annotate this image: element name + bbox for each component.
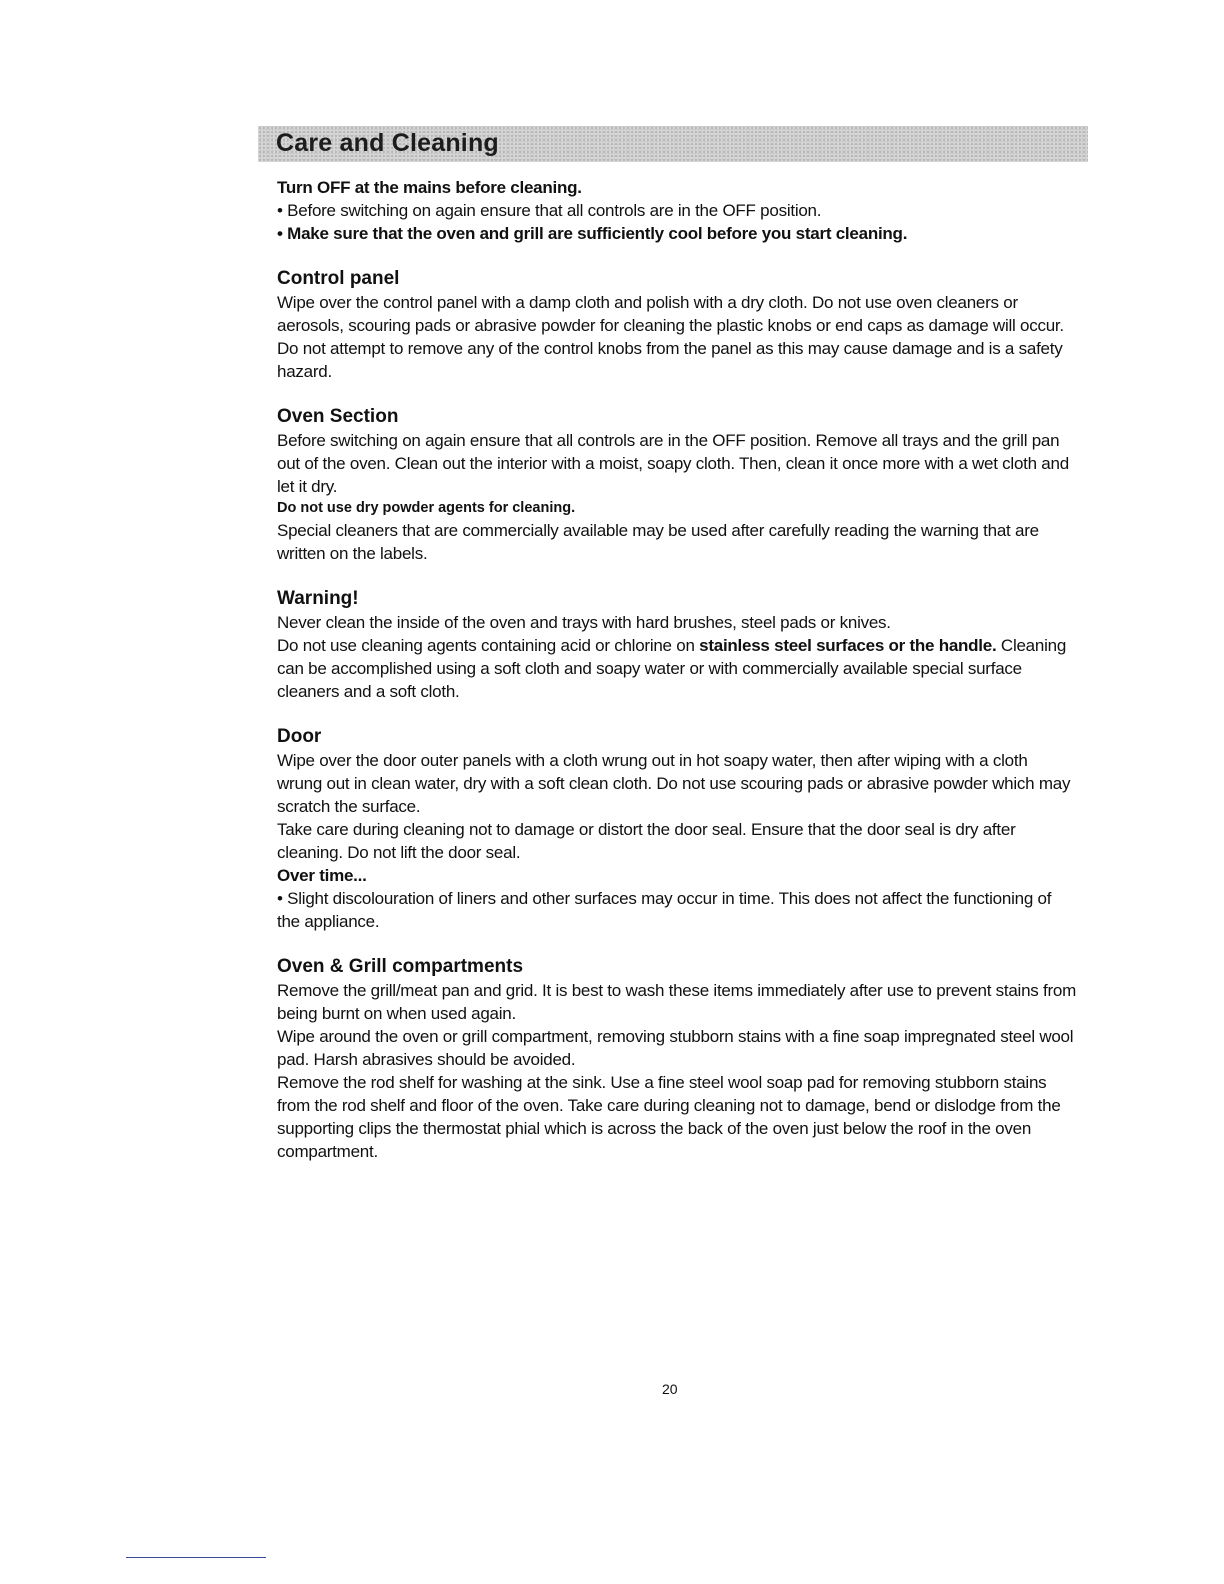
warning-line-2-start: Do not use cleaning agents containing acid or chlorine on — [277, 636, 700, 655]
warning-line-2-bold: stainless steel surfaces or the handle. — [699, 636, 997, 655]
over-time-heading: Over time... — [277, 866, 367, 885]
door-heading: Door — [277, 726, 322, 747]
page-number: 20 — [662, 1381, 678, 1397]
intro-warning: Turn OFF at the mains before cleaning. — [277, 178, 582, 197]
control-panel-body: Wipe over the control panel with a damp cloth and polish with a dry cloth. Do not use oven cleaners or aerosols, scouring pads or abrasive powder for cleaning the plastic knobs or end caps as damage will occur. Do not attempt to remove any of the control knobs from the panel as this may cause damage and is a safety hazard. — [277, 293, 1064, 381]
oven-section-heading: Oven Section — [277, 406, 399, 427]
warning-heading: Warning! — [277, 588, 359, 609]
oven-section-body: Before switching on again ensure that all controls are in the OFF position. Remove all trays and the grill pan out of the oven. Clean out the interior with a moist, soapy cloth. Then, clean it once more with a wet cloth and let it dry. — [277, 431, 1069, 496]
intro-bullet-2: • Make sure that the oven and grill are sufficiently cool before you start cleaning. — [277, 224, 908, 243]
oven-grill-body-2: Wipe around the oven or grill compartment, removing stubborn stains with a fine soap impregnated steel wool pad. Harsh abrasives should be avoided. — [277, 1027, 1074, 1069]
oven-section-body-2: Special cleaners that are commercially available may be used after carefully reading the warning that are written on the labels. — [277, 521, 1039, 563]
footer-rule — [126, 1557, 266, 1558]
warning-line-1: Never clean the inside of the oven and trays with hard brushes, steel pads or knives. — [277, 613, 891, 632]
warning-line-2-end: Cleaning can be accomplished using a soft cloth and soapy water or with commercially available special surface cleaners and a soft cloth. — [277, 636, 1067, 701]
page-title: Care and Cleaning — [276, 129, 499, 157]
oven-grill-body-1: Remove the grill/meat pan and grid. It is best to wash these items immediately after use to prevent stains from being burnt on when used again. — [277, 981, 1077, 1023]
section-banner — [258, 126, 1088, 162]
oven-grill-body-3: Remove the rod shelf for washing at the sink. Use a fine steel wool soap pad for removing stubborn stains from the rod shelf and floor of the oven. Take care during cleaning not to damage, bend or dislodge from the supporting clips the thermostat phial which is across the back of the oven just below the roof in the oven compartment. — [277, 1073, 1061, 1161]
door-body: Wipe over the door outer panels with a cloth wrung out in hot soapy water, then after wiping with a cloth wrung out in clean water, dry with a soft clean cloth. Do not use scouring pads or abrasive powder which may scratch the surface. — [277, 751, 1071, 816]
oven-section-note: Do not use dry powder agents for cleaning. — [277, 500, 576, 516]
main-content — [277, 176, 1077, 1163]
warning-line-2 — [277, 634, 1077, 703]
door-body-2: Take care during cleaning not to damage or distort the door seal. Ensure that the door seal is dry after cleaning. Do not lift the door seal. — [277, 820, 1016, 862]
oven-grill-heading: Oven & Grill compartments — [277, 956, 524, 977]
intro-bullet-1: • Before switching on again ensure that all controls are in the OFF position. — [277, 201, 822, 220]
over-time-body: • Slight discolouration of liners and other surfaces may occur in time. This does not affect the functioning of the appliance. — [277, 889, 1052, 931]
control-panel-heading: Control panel — [277, 268, 400, 289]
